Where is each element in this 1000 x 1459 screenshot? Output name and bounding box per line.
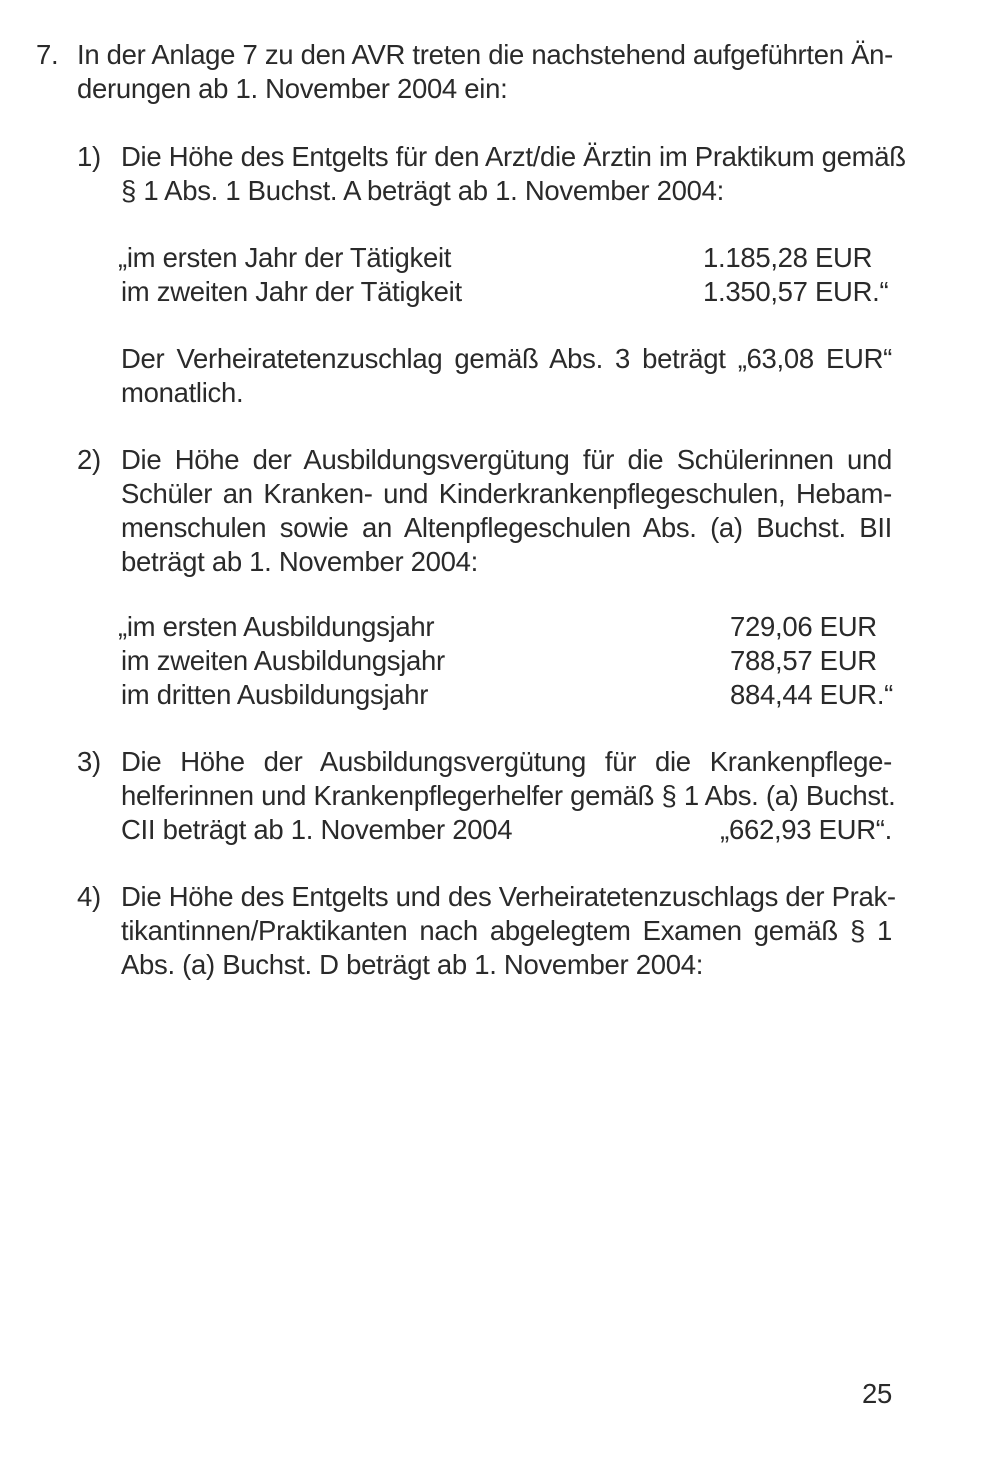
item-1-note-line-2: monatlich. (121, 377, 244, 408)
item-1-line-1: Die Höhe des Entgelts für den Arzt/die Ärztin im Praktikum gemäß (121, 141, 906, 172)
section-number: 7. (36, 39, 59, 70)
item-1-note-line-1: Der Verheiratetenzuschlag gemäß Abs. 3 beträgt „63,08 EUR“ (121, 343, 892, 374)
item-2-line-3: menschulen sowie an Altenpflegeschulen Abs. (a) Buchst. BII (121, 512, 892, 543)
item-4-line-2: tikantinnen/Praktikanten nach abgelegtem Examen gemäß § 1 (121, 915, 892, 946)
item-3-line-1: Die Höhe der Ausbildungsvergütung für die Krankenpflege- (121, 746, 892, 777)
item-3-number: 3) (77, 746, 101, 777)
item-2-line-1: Die Höhe der Ausbildungsvergütung für die Schülerinnen und (121, 444, 892, 475)
item-2-row-3-label: im dritten Ausbildungsjahr (121, 679, 429, 710)
item-2-line-4: beträgt ab 1. November 2004: (121, 546, 478, 577)
item-3-line-3: CII beträgt ab 1. November 2004 (121, 814, 513, 845)
item-4-line-1: Die Höhe des Entgelts und des Verheiratetenzuschlags der Prak- (121, 881, 896, 912)
item-1-row-2-label: im zweiten Jahr der Tätigkeit (121, 276, 462, 307)
item-1-row-1-label: „im ersten Jahr der Tätigkeit (118, 242, 452, 273)
item-2-number: 2) (77, 444, 101, 475)
page-number: 25 (862, 1378, 892, 1409)
item-2-row-2-label: im zweiten Ausbildungsjahr (121, 645, 445, 676)
item-2-row-2-value: 788,57 EUR (730, 645, 877, 676)
item-2-row-3-value: 884,44 EUR.“ (730, 679, 894, 710)
item-2-row-1-value: 729,06 EUR (730, 611, 877, 642)
item-1-row-2-value: 1.350,57 EUR.“ (703, 276, 889, 307)
section-intro-line-1: In der Anlage 7 zu den AVR treten die nachstehend aufgeführten Än- (77, 39, 893, 70)
item-1-line-2: § 1 Abs. 1 Buchst. A beträgt ab 1. November 2004: (121, 175, 724, 206)
item-3-amount: „662,93 EUR“. (720, 814, 892, 845)
section-intro-line-2: derungen ab 1. November 2004 ein: (77, 73, 508, 104)
item-4-line-3: Abs. (a) Buchst. D beträgt ab 1. November 2004: (121, 949, 704, 980)
item-1-number: 1) (77, 141, 101, 172)
item-1-row-1-value: 1.185,28 EUR (703, 242, 873, 273)
item-3-line-2: helferinnen und Krankenpflegerhelfer gemäß § 1 Abs. (a) Buchst. (121, 780, 896, 811)
item-2-line-2: Schüler an Kranken- und Kinderkrankenpflegeschulen, Hebam- (121, 478, 892, 509)
item-2-row-1-label: „im ersten Ausbildungsjahr (118, 611, 435, 642)
item-4-number: 4) (77, 881, 101, 912)
